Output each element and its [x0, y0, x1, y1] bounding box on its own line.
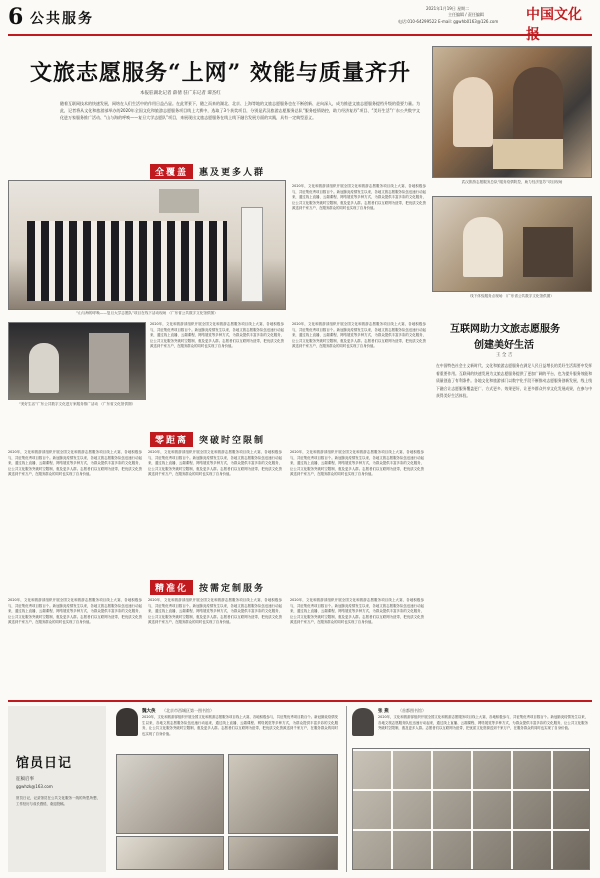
diary-2-author: 张 燕: [378, 709, 389, 714]
diary-2-unit: （首都图书馆）: [398, 708, 426, 713]
article-column-6: 2020年，文化和旅游部组织开展全国文化和旅游志愿服务项目线上大赛，各地积极参与，共征集优秀项目数百个。新冠肺炎疫情发生以来，各地文旅志愿服务队伍迅速行动起来，通过线上直播、云端课程、网络展览等多种方式，为群众提供丰富多彩的文化服务，让公共文化服务突破时空限制，惠及更多人群。志愿者们以互联网为纽带，把优质文化资源送到千家万户，在服务群众的同时也实现了自身价值。: [290, 450, 424, 477]
editor-line: 主任编辑 / 责任编辑: [448, 12, 484, 17]
issue-date: 2021年1月19日 星期二: [426, 6, 470, 11]
diary-entry-1: [112, 706, 342, 872]
column-box: [8, 706, 106, 872]
diary-1-unit: （北京市西城区第一图书馆）: [162, 708, 214, 713]
side-column-title: 互联网助力文旅志愿服务: [450, 324, 560, 335]
section-3-label: 精准化: [150, 580, 193, 595]
side-column-body: 在中国特色社会主义新时代，文化和旅游志愿服务在满足人民日益增长的美好生活需要中发挥着重要作用。互联网的快速发展为文旅志愿服务提供了更加广阔的平台，也为提升服务效能和质量创造了有利条件。各地文化和旅游部门以数字化手段不断推动志愿服务创新发展，线上线下融合让志愿服务覆盖更广、方式更多、效果更好，让更多群众共享文化发展成果，在参与中获得美好生活体验。: [436, 363, 592, 399]
avatar: [352, 708, 374, 736]
diary-2-photo-grid: [352, 748, 590, 870]
side-column-subtitle: 创建美好生活: [474, 340, 534, 351]
newspaper-logo: 中国文化报: [526, 7, 582, 43]
section-2-title: 突破时空限制: [199, 436, 266, 446]
column-name: 馆员日记: [16, 756, 73, 771]
caption-video: “美好生活”广东公共数字文化进万家服务推广活动 （广东省文化馆供图）: [18, 402, 136, 406]
side-column-author: 王 全 吉: [496, 353, 513, 358]
masthead-rule: [8, 34, 592, 36]
diary-2-body: 2020年，文化和旅游部组织开展全国文化和旅游志愿服务项目线上大赛，各地积极参与，共征集优秀项目数百个。新冠肺炎疫情发生以来，各地文旅志愿服务队伍迅速行动起来，通过线上直播、云端课程、网络展览等多种方式，为群众提供丰富多彩的文化服务，让公共文化服务突破时空限制，惠及更多人群。志愿者们以互联网为纽带，把优质文化资源送到千家万户，在服务群众的同时也实现了自身价值。: [378, 715, 588, 731]
article-column-3: 2020年，文化和旅游部组织开展全国文化和旅游志愿服务项目线上大赛，各地积极参与，共征集优秀项目数百个。新冠肺炎疫情发生以来，各地文旅志愿服务队伍迅速行动起来，通过线上直播、云端课程、网络展览等多种方式，为群众提供丰富多彩的文化服务，让公共文化服务突破时空限制，惠及更多人群。志愿者们以互联网为纽带，把优质文化资源送到千家万户，在服务群众的同时也实现了自身价值。: [292, 322, 426, 349]
section-3-title: 按需定制服务: [199, 584, 266, 594]
section-name: 公共服务: [30, 11, 94, 27]
section-3-heading: [150, 580, 265, 595]
article-column-7: 2020年，文化和旅游部组织开展全国文化和旅游志愿服务项目线上大赛，各地积极参与，共征集优秀项目数百个。新冠肺炎疫情发生以来，各地文旅志愿服务队伍迅速行动起来，通过线上直播、云端课程、网络展览等多种方式，为群众提供丰富多彩的文化服务，让公共文化服务突破时空限制，惠及更多人群。志愿者们以互联网为纽带，把优质文化资源送到千家万户，在服务群众的同时也实现了自身价值。: [8, 598, 142, 625]
diary-1-author: 魏大侠: [142, 709, 156, 714]
section-2-label: 零距离: [150, 432, 193, 447]
section-2-heading: [150, 432, 265, 447]
byline: 本报驻湖北记者 薛倩 驻广东记者 谭杰红: [140, 91, 221, 96]
headline: 文旅志愿服务“上网” 效能与质量齐升: [30, 60, 411, 86]
article-column-9: 2020年，文化和旅游部组织开展全国文化和旅游志愿服务项目线上大赛，各地积极参与，共征集优秀项目数百个。新冠肺炎疫情发生以来，各地文旅志愿服务队伍迅速行动起来，通过线上直播、云端课程、网络展览等多种方式，为群众提供丰富多彩的文化服务，让公共文化服务突破时空限制，惠及更多人群。志愿者们以互联网为纽带，把优质文化资源送到千家万户，在服务群众的同时也实现了自身价值。: [290, 598, 424, 625]
photo-mid-right: [432, 196, 592, 292]
article-column-5: 2020年，文化和旅游部组织开展全国文化和旅游志愿服务项目线上大赛，各地积极参与，共征集优秀项目数百个。新冠肺炎疫情发生以来，各地文旅志愿服务队伍迅速行动起来，通过线上直播、云端课程、网络展览等多种方式，为群众提供丰富多彩的文化服务，让公共文化服务突破时空限制，惠及更多人群。志愿者们以互联网为纽带，把优质文化资源送到千家万户，在服务群众的同时也实现了自身价值。: [148, 450, 282, 477]
contact-line: 电话:010-64299522 E-mail: ggwhb0163@126.com: [398, 19, 499, 24]
article-column-2: 2020年，文化和旅游部组织开展全国文化和旅游志愿服务项目线上大赛，各地积极参与，共征集优秀项目数百个。新冠肺炎疫情发生以来，各地文旅志愿服务队伍迅速行动起来，通过线上直播、云端课程、网络展览等多种方式，为群众提供丰富多彩的文化服务，让公共文化服务突破时空限制，惠及更多人群。志愿者们以互联网为纽带，把优质文化资源送到千家万户，在服务群众的同时也实现了自身价值。: [150, 322, 284, 349]
bottom-section-rule: [8, 700, 592, 702]
photo-video: [8, 322, 146, 400]
diary-1-photo-c: [116, 836, 224, 870]
masthead: [8, 4, 592, 43]
diary-1-photo-a: [116, 754, 224, 834]
section-1-label: 全覆盖: [150, 164, 193, 179]
article-column-1: 2020年，文化和旅游部组织开展全国文化和旅游志愿服务项目线上大赛，各地积极参与，共征集优秀项目数百个。新冠肺炎疫情发生以来，各地文旅志愿服务队伍迅速行动起来，通过线上直播、云端课程、网络展览等多种方式，为群众提供丰富多彩的文化服务，让公共文化服务突破时空限制，惠及更多人群。志愿者们以互联网为纽带，把优质文化资源送到千家万户，在服务群众的同时也实现了自身价值。: [292, 184, 426, 211]
page-number: 6: [8, 4, 24, 30]
section-1-title: 惠及更多人群: [199, 168, 266, 178]
diary-1-photo-d: [228, 836, 338, 870]
section-1-heading: [150, 164, 265, 179]
lead-paragraph: 随着互联网技术的快速发展，网络在人们生活中的作用日益凸显。在此背景下，随之而来的湖北、北京、上海等地的文旅志愿服务也在不断创新、走向深入，成为推进文旅志愿服务提档升级的重要力量。为此，记者将从文化和旅游部举办的2020年全国文化和旅游志愿服务项目线上大赛中，选取了3个获奖项目，分别是武汉旅游志愿服务总队“服务疫情防控，助力经济复苏”项目、“美好生活”广东公共数字文化进万家服务推广活动、“山与海的呼唤——复旦大学志愿队”项目，来展现出文旅志愿服务在线上线下融合发展方面的实践，具有一定典型意义。: [60, 101, 420, 120]
column-notice: 征稿启事: [16, 777, 34, 782]
diary-1-body: 2020年，文化和旅游部组织开展全国文化和旅游志愿服务项目线上大赛，各地积极参与，共征集优秀项目数百个。新冠肺炎疫情发生以来，各地文旅志愿服务队伍迅速行动起来，通过线上直播、云端课程、网络展览等多种方式，为群众提供丰富多彩的文化服务，让公共文化服务突破时空限制，惠及更多人群。志愿者们以互联网为纽带，把优质文化资源送到千家万户，在服务群众的同时也实现了自身价值。: [142, 715, 338, 736]
caption-choir: “山与海的呼唤——复旦大学志愿队”项目在线下活动现场 （广东省公共数字文化馆供图）: [76, 311, 218, 315]
column-intro: 馆员日记，记录馆员在公共文化服务一线的所思所想、工作经历与成长感悟，欢迎投稿。: [16, 796, 100, 806]
avatar: [116, 708, 138, 736]
column-divider: [346, 706, 347, 872]
column-email: ggwhzk@163.com: [16, 784, 53, 789]
article-column-8: 2020年，文化和旅游部组织开展全国文化和旅游志愿服务项目线上大赛，各地积极参与，共征集优秀项目数百个。新冠肺炎疫情发生以来，各地文旅志愿服务队伍迅速行动起来，通过线上直播、云端课程、网络展览等多种方式，为群众提供丰富多彩的文化服务，让公共文化服务突破时空限制，惠及更多人群。志愿者们以互联网为纽带，把优质文化资源送到千家万户，在服务群众的同时也实现了自身价值。: [148, 598, 282, 625]
diary-1-photo-b: [228, 754, 338, 834]
photo-top-right: [432, 46, 592, 178]
caption-mid-right: 线下体验服务点现场 （广东省公共数字文化馆供图）: [470, 294, 554, 298]
diary-entry-2: [350, 706, 592, 872]
caption-top-right: 武汉旅游志愿服务总队“服务疫情防控，助力经济复苏”项目现场: [461, 180, 563, 184]
article-column-4: 2020年，文化和旅游部组织开展全国文化和旅游志愿服务项目线上大赛，各地积极参与，共征集优秀项目数百个。新冠肺炎疫情发生以来，各地文旅志愿服务队伍迅速行动起来，通过线上直播、云端课程、网络展览等多种方式，为群众提供丰富多彩的文化服务，让公共文化服务突破时空限制，惠及更多人群。志愿者们以互联网为纽带，把优质文化资源送到千家万户，在服务群众的同时也实现了自身价值。: [8, 450, 142, 477]
photo-choir: [8, 180, 286, 310]
